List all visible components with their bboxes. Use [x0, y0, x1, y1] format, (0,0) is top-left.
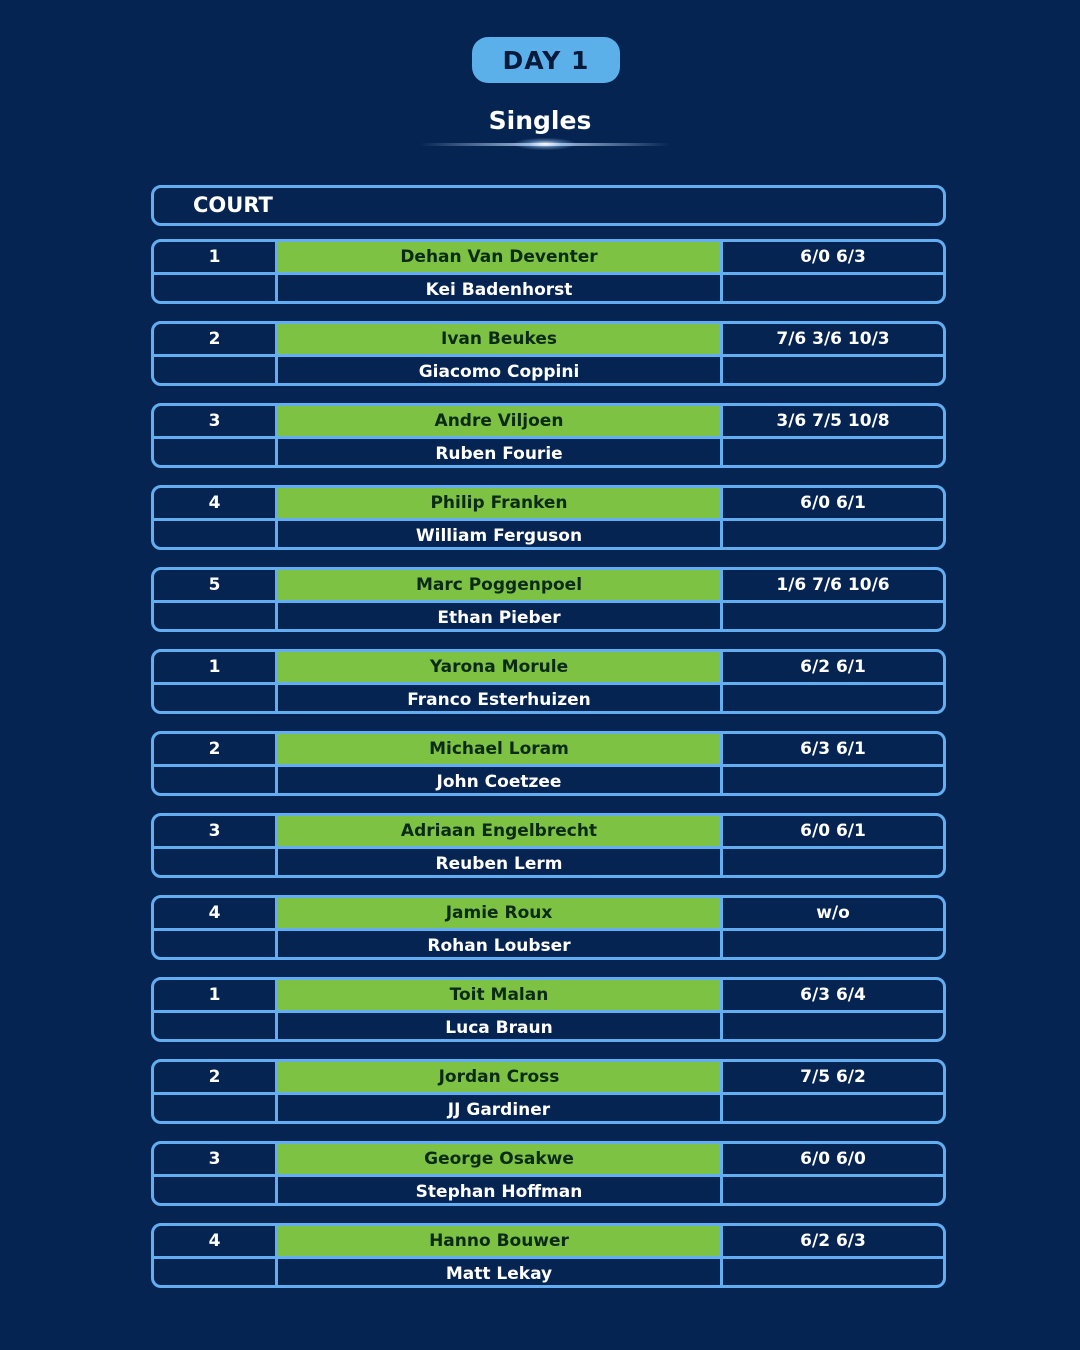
court-number: 1	[154, 652, 278, 682]
match-loser-row	[154, 1095, 943, 1124]
match-winner-row	[154, 898, 943, 931]
court-cell-empty	[154, 1259, 278, 1288]
match-score: 6/2 6/3	[800, 1231, 866, 1251]
match-score: 6/3 6/1	[800, 739, 866, 759]
court-header-row	[151, 185, 946, 226]
loser-name: Franco Esterhuizen	[278, 685, 723, 714]
match-loser-row	[154, 1013, 943, 1042]
score-cell-empty	[723, 603, 943, 632]
match-row	[151, 567, 946, 632]
court-cell-empty	[154, 931, 278, 960]
loser-name: Ethan Pieber	[278, 603, 723, 632]
loser-name: Luca Braun	[278, 1013, 723, 1042]
match-row	[151, 1223, 946, 1288]
score-cell-empty	[723, 767, 943, 796]
court-number: 3	[154, 816, 278, 846]
court-cell-empty	[154, 603, 278, 632]
match-score: 6/0 6/1	[800, 821, 866, 841]
winner-name: Adriaan Engelbrecht	[278, 816, 723, 846]
match-winner-row	[154, 488, 943, 521]
winner-name: Jordan Cross	[278, 1062, 723, 1092]
loser-name: Rohan Loubser	[278, 931, 723, 960]
loser-name: Ruben Fourie	[278, 439, 723, 468]
court-cell-empty	[154, 439, 278, 468]
match-loser-row	[154, 603, 943, 632]
court-cell-empty	[154, 275, 278, 304]
match-winner-row	[154, 734, 943, 767]
loser-name: Stephan Hoffman	[278, 1177, 723, 1206]
match-row	[151, 731, 946, 796]
match-winner-row	[154, 816, 943, 849]
winner-name: Andre Viljoen	[278, 406, 723, 436]
match-loser-row	[154, 685, 943, 714]
match-row	[151, 403, 946, 468]
match-winner-row	[154, 324, 943, 357]
match-score: 6/0 6/3	[800, 247, 866, 267]
match-row	[151, 813, 946, 878]
title-underline-highlight	[515, 138, 575, 150]
score-cell-empty	[723, 439, 943, 468]
match-row	[151, 1141, 946, 1206]
score-cell-empty	[723, 1259, 943, 1288]
match-loser-row	[154, 1259, 943, 1288]
court-cell-empty	[154, 1013, 278, 1042]
match-winner-row	[154, 1144, 943, 1177]
match-score: w/o	[816, 903, 850, 923]
match-winner-row	[154, 242, 943, 275]
court-cell-empty	[154, 521, 278, 550]
score-cell-empty	[723, 1095, 943, 1124]
match-row	[151, 1059, 946, 1124]
match-loser-row	[154, 931, 943, 960]
day-badge: DAY 1	[472, 37, 620, 83]
match-loser-row	[154, 521, 943, 550]
court-cell-empty	[154, 357, 278, 386]
match-score: 6/0 6/1	[800, 493, 866, 513]
match-score: 3/6 7/5 10/8	[776, 411, 890, 431]
loser-name: Matt Lekay	[278, 1259, 723, 1288]
winner-name: George Osakwe	[278, 1144, 723, 1174]
score-cell-empty	[723, 849, 943, 878]
court-number: 2	[154, 1062, 278, 1092]
loser-name: JJ Gardiner	[278, 1095, 723, 1124]
court-number: 1	[154, 980, 278, 1010]
court-cell-empty	[154, 767, 278, 796]
match-score: 7/5 6/2	[800, 1067, 866, 1087]
match-score: 7/6 3/6 10/3	[776, 329, 890, 349]
court-number: 2	[154, 734, 278, 764]
court-number: 1	[154, 242, 278, 272]
match-row	[151, 239, 946, 304]
loser-name: John Coetzee	[278, 767, 723, 796]
court-cell-empty	[154, 849, 278, 878]
winner-name: Toit Malan	[278, 980, 723, 1010]
court-number: 5	[154, 570, 278, 600]
match-row	[151, 895, 946, 960]
match-row	[151, 649, 946, 714]
match-winner-row	[154, 652, 943, 685]
winner-name: Marc Poggenpoel	[278, 570, 723, 600]
match-loser-row	[154, 439, 943, 468]
score-cell-empty	[723, 685, 943, 714]
score-cell-empty	[723, 521, 943, 550]
match-loser-row	[154, 849, 943, 878]
score-cell-empty	[723, 1013, 943, 1042]
score-cell-empty	[723, 1177, 943, 1206]
match-winner-row	[154, 1062, 943, 1095]
winner-name: Yarona Morule	[278, 652, 723, 682]
court-number: 3	[154, 406, 278, 436]
match-score: 1/6 7/6 10/6	[776, 575, 890, 595]
winner-name: Dehan Van Deventer	[278, 242, 723, 272]
court-cell-empty	[154, 1095, 278, 1124]
page-subtitle: Singles	[488, 106, 592, 135]
loser-name: Reuben Lerm	[278, 849, 723, 878]
match-score: 6/0 6/0	[800, 1149, 866, 1169]
match-row	[151, 977, 946, 1042]
court-number: 4	[154, 1226, 278, 1256]
score-cell-empty	[723, 275, 943, 304]
match-row	[151, 485, 946, 550]
winner-name: Hanno Bouwer	[278, 1226, 723, 1256]
winner-name: Jamie Roux	[278, 898, 723, 928]
court-number: 3	[154, 1144, 278, 1174]
court-header-label: COURT	[193, 193, 273, 217]
match-loser-row	[154, 357, 943, 386]
loser-name: William Ferguson	[278, 521, 723, 550]
match-winner-row	[154, 980, 943, 1013]
winner-name: Michael Loram	[278, 734, 723, 764]
match-loser-row	[154, 767, 943, 796]
court-number: 4	[154, 488, 278, 518]
match-score: 6/2 6/1	[800, 657, 866, 677]
winner-name: Ivan Beukes	[278, 324, 723, 354]
match-winner-row	[154, 406, 943, 439]
score-cell-empty	[723, 931, 943, 960]
match-row	[151, 321, 946, 386]
loser-name: Giacomo Coppini	[278, 357, 723, 386]
match-loser-row	[154, 275, 943, 304]
winner-name: Philip Franken	[278, 488, 723, 518]
court-cell-empty	[154, 685, 278, 714]
court-number: 2	[154, 324, 278, 354]
match-score: 6/3 6/4	[800, 985, 866, 1005]
match-winner-row	[154, 1226, 943, 1259]
court-number: 4	[154, 898, 278, 928]
court-cell-empty	[154, 1177, 278, 1206]
match-list	[151, 239, 946, 1305]
loser-name: Kei Badenhorst	[278, 275, 723, 304]
match-winner-row	[154, 570, 943, 603]
match-loser-row	[154, 1177, 943, 1206]
score-cell-empty	[723, 357, 943, 386]
